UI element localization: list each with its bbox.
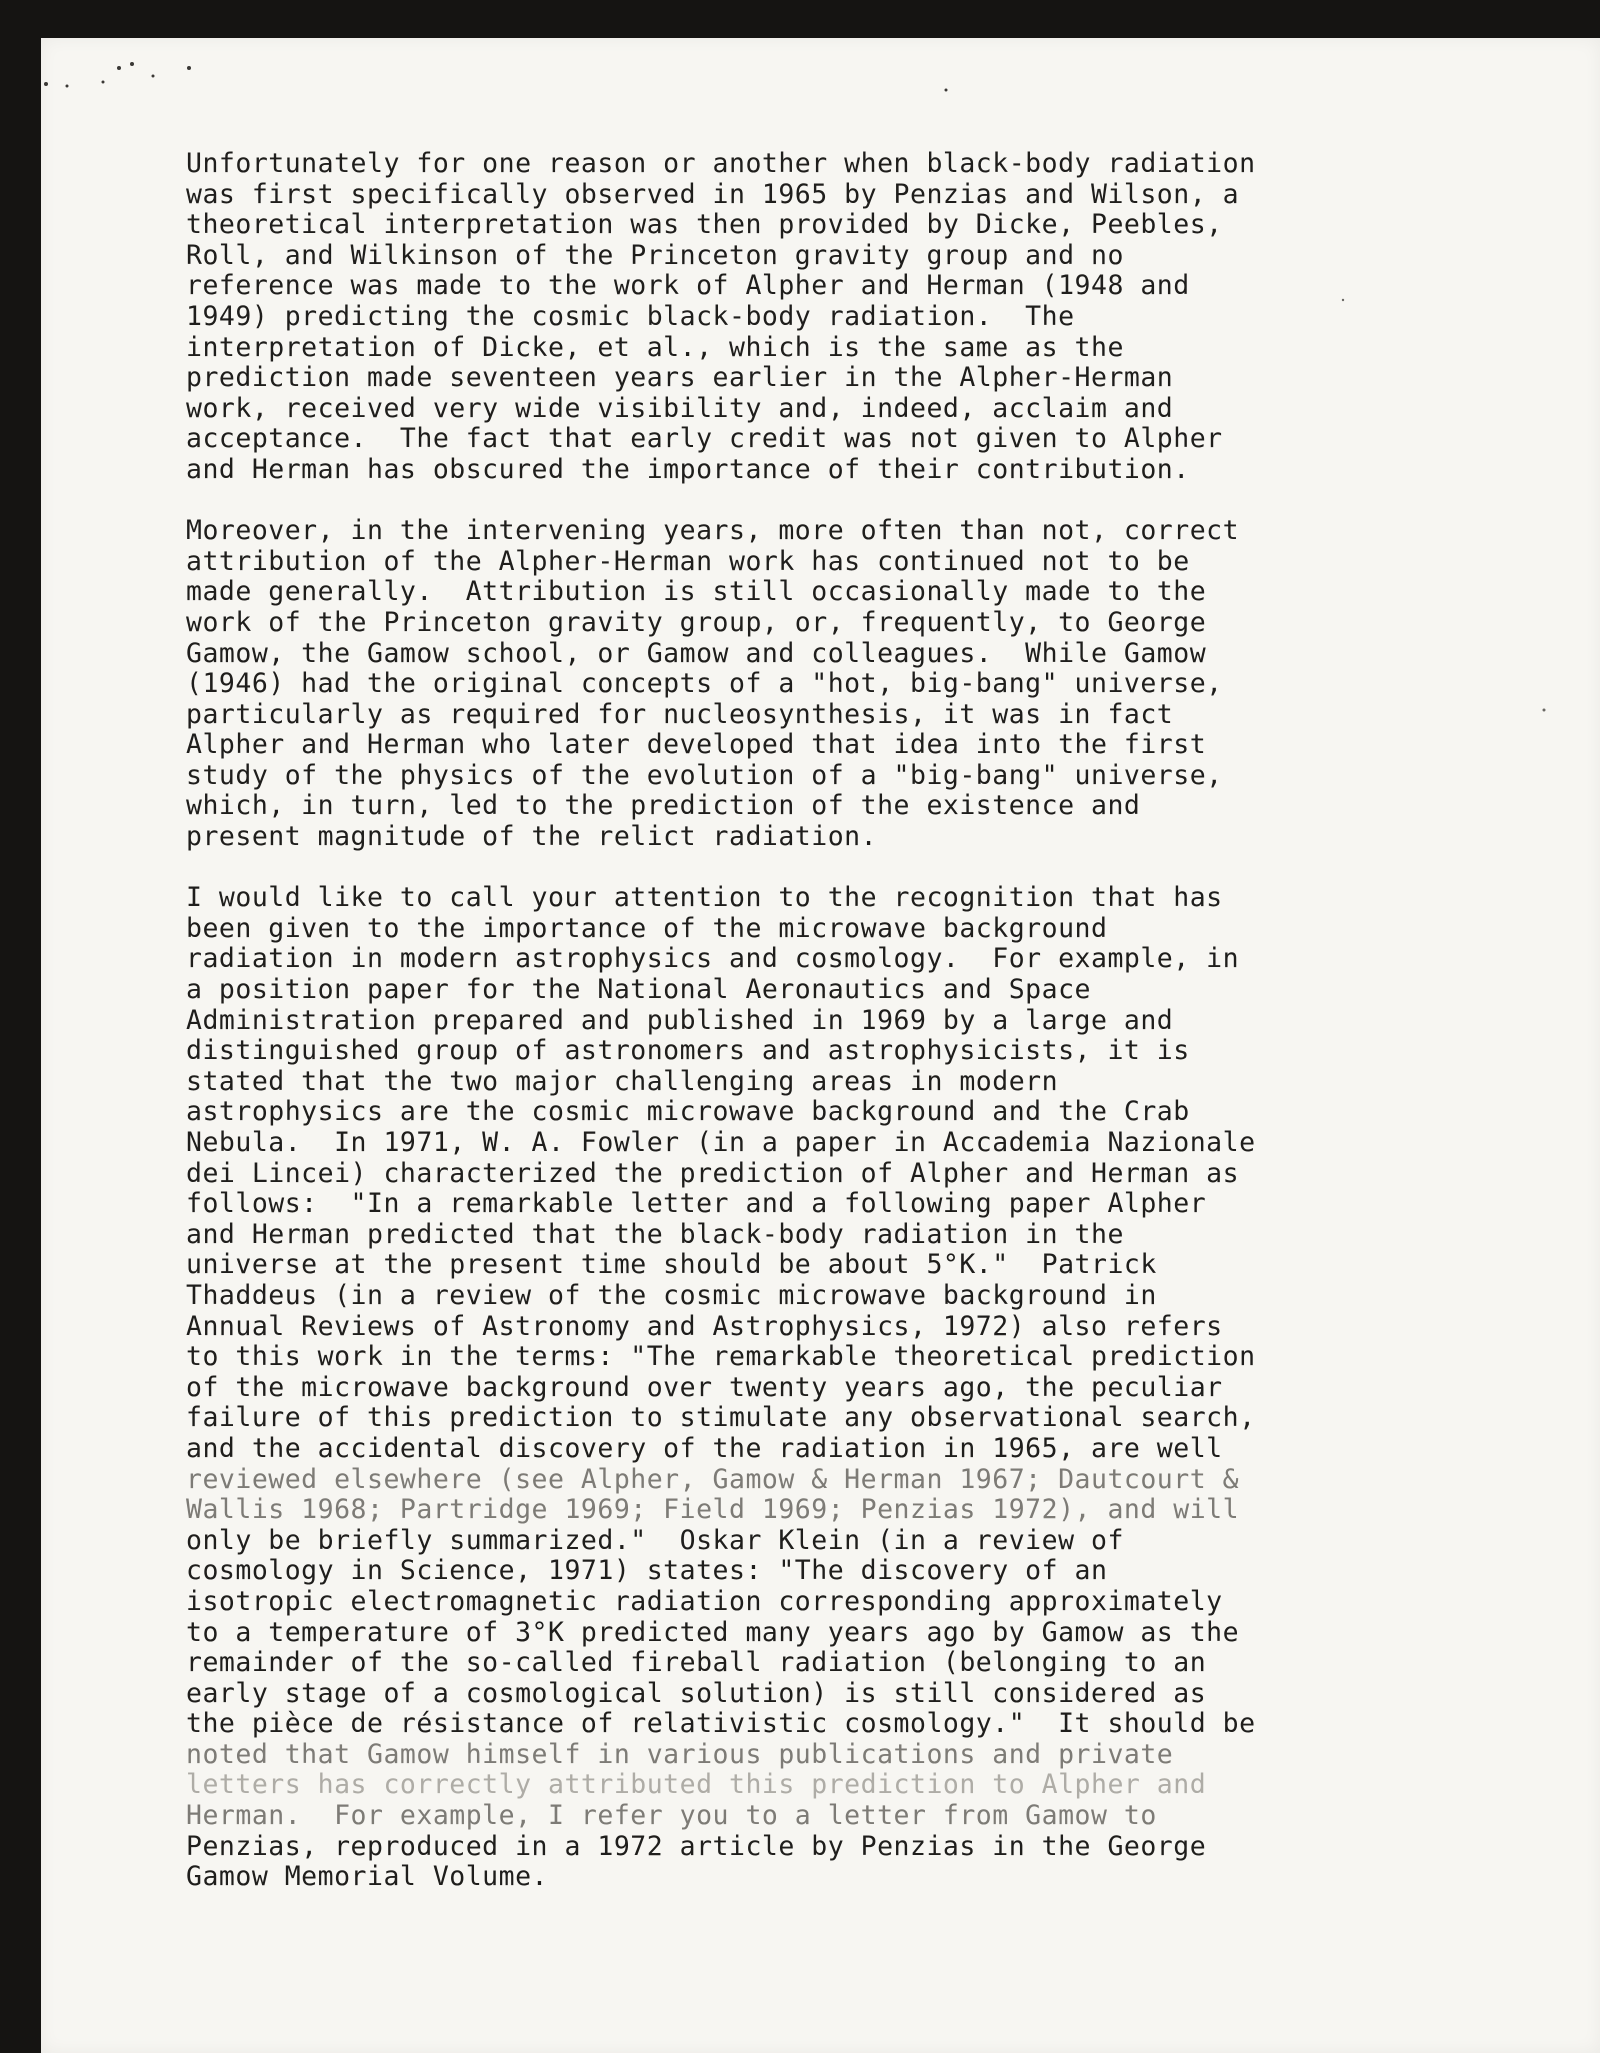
text-line: theoretical interpretation was then provided by Dicke, Peebles,	[186, 209, 1223, 241]
text-line: and the accidental discovery of the radiation in 1965, are well	[186, 1432, 1223, 1464]
text-line: interpretation of Dicke, et al., which is the same as the	[186, 331, 1124, 363]
text-line: stated that the two major challenging areas in modern	[186, 1065, 1059, 1097]
text-line: to a temperature of 3°K predicted many years ago by Gamow as the	[186, 1616, 1240, 1648]
text-line: Moreover, in the intervening years, more often than not, correct	[186, 515, 1240, 547]
text-line: Annual Reviews of Astronomy and Astrophysics, 1972) also refers	[186, 1310, 1223, 1342]
text-line: Alpher and Herman who later developed that idea into the first	[186, 729, 1207, 761]
paragraph-credit-attribution	[186, 149, 1486, 486]
text-line: Roll, and Wilkinson of the Princeton gravity group and no	[186, 239, 1124, 271]
text-line: Gamow Memorial Volume.	[186, 1861, 548, 1893]
text-line: attribution of the Alpher-Herman work has continued not to be	[186, 545, 1190, 577]
text-line: made generally. Attribution is still occasionally made to the	[186, 576, 1207, 608]
text-line: the pièce de résistance of relativistic cosmology." It should be	[186, 1708, 1256, 1740]
text-line: and Herman has obscured the importance of their contribution.	[186, 453, 1190, 485]
paragraph-attribution-history	[186, 516, 1486, 853]
text-line: I would like to call your attention to the recognition that has	[186, 882, 1223, 914]
text-line: Unfortunately for one reason or another when black-body radiation	[186, 148, 1256, 179]
text-line: letters has correctly attributed this prediction to Alpher and	[186, 1769, 1207, 1801]
text-line: Wallis 1968; Partridge 1969; Field 1969; Penzias 1972), and will	[186, 1494, 1240, 1526]
text-line: radiation in modern astrophysics and cosmology. For example, in	[186, 943, 1240, 975]
text-line: follows: "In a remarkable letter and a following paper Alpher	[186, 1188, 1207, 1220]
text-line: and Herman predicted that the black-body radiation in the	[186, 1218, 1124, 1250]
text-line: dei Lincei) characterized the prediction of Alpher and Herman as	[186, 1157, 1240, 1189]
text-line: 1949) predicting the cosmic black-body radiation. The	[186, 300, 1075, 332]
text-line: Penzias, reproduced in a 1972 article by Penzias in the George	[186, 1830, 1207, 1862]
text-line: Administration prepared and published in 1969 by a large and	[186, 1004, 1174, 1036]
text-line: was first specifically observed in 1965 by Penzias and Wilson, a	[186, 178, 1240, 210]
text-line: Nebula. In 1971, W. A. Fowler (in a paper in Accademia Nazionale	[186, 1127, 1256, 1158]
text-line: universe at the present time should be about 5°K." Patrick	[186, 1249, 1157, 1281]
text-line: acceptance. The fact that early credit was not given to Alpher	[186, 423, 1223, 455]
text-line: a position paper for the National Aeronautics and Space	[186, 974, 1091, 1006]
paragraph-recognition	[186, 883, 1486, 1893]
text-line: astrophysics are the cosmic microwave background and the Crab	[186, 1096, 1190, 1128]
text-line: early stage of a cosmological solution) is still considered as	[186, 1677, 1207, 1709]
text-line: failure of this prediction to stimulate any observational search,	[186, 1402, 1256, 1434]
typed-letter-body	[186, 149, 1486, 1923]
text-line: isotropic electromagnetic radiation corresponding approximately	[186, 1585, 1223, 1617]
text-line: which, in turn, led to the prediction of the existence and	[186, 790, 1141, 822]
text-line: present magnitude of the relict radiation.	[186, 821, 878, 853]
text-line: to this work in the terms: "The remarkable theoretical prediction	[186, 1341, 1256, 1373]
text-line: distinguished group of astronomers and astrophysicists, it is	[186, 1035, 1190, 1067]
text-line: noted that Gamow himself in various publications and private	[186, 1738, 1174, 1770]
text-line: prediction made seventeen years earlier in the Alpher-Herman	[186, 362, 1174, 394]
text-line: only be briefly summarized." Oskar Klein (in a review of	[186, 1524, 1124, 1556]
text-line: work, received very wide visibility and, indeed, acclaim and	[186, 392, 1174, 424]
text-line: of the microwave background over twenty years ago, the peculiar	[186, 1371, 1223, 1403]
text-line: Herman. For example, I refer you to a letter from Gamow to	[186, 1800, 1157, 1832]
document-page	[41, 38, 1600, 2053]
text-line: particularly as required for nucleosynthesis, it was in fact	[186, 698, 1174, 730]
text-line: remainder of the so-called fireball radiation (belonging to an	[186, 1647, 1207, 1679]
text-line: cosmology in Science, 1971) states: "The discovery of an	[186, 1555, 1108, 1587]
text-line: work of the Princeton gravity group, or, frequently, to George	[186, 606, 1207, 638]
text-line: Gamow, the Gamow school, or Gamow and colleagues. While Gamow	[186, 637, 1207, 669]
text-line: (1946) had the original concepts of a "hot, big-bang" universe,	[186, 668, 1223, 700]
text-line: been given to the importance of the microwave background	[186, 912, 1108, 944]
text-line: Thaddeus (in a review of the cosmic microwave background in	[186, 1279, 1157, 1311]
text-line: reviewed elsewhere (see Alpher, Gamow & Herman 1967; Dautcourt &	[186, 1463, 1240, 1495]
text-line: study of the physics of the evolution of a "big-bang" universe,	[186, 759, 1223, 791]
text-line: reference was made to the work of Alpher and Herman (1948 and	[186, 270, 1190, 302]
